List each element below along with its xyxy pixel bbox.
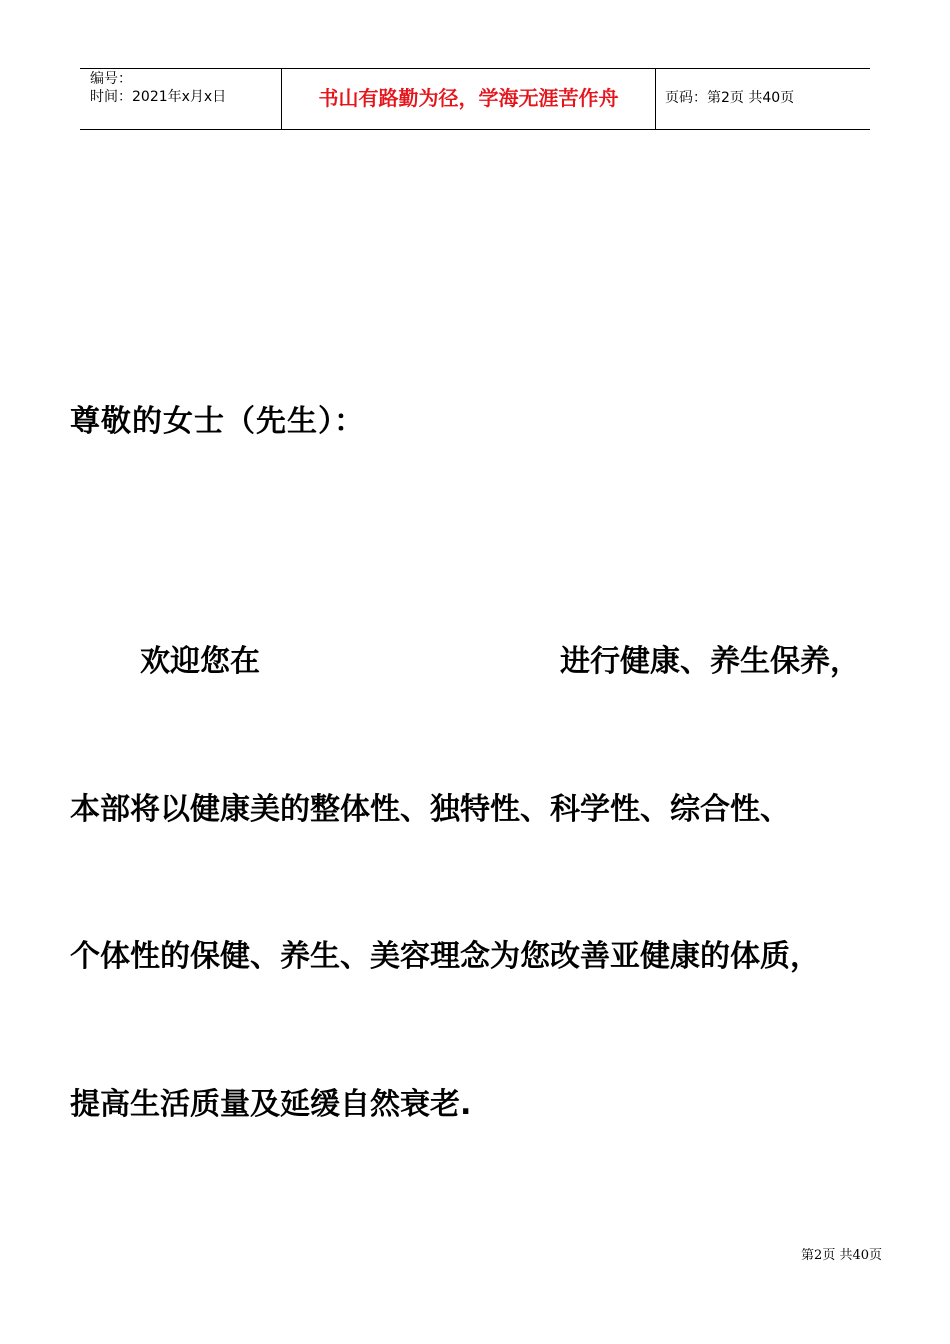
paragraph-line-4: 提高生活质量及延缓自然衰老.	[70, 1087, 472, 1122]
motto: 书山有路勤为径，学海无涯苦作舟	[318, 86, 619, 110]
footer-page-number: 第2页 共40页	[801, 1248, 882, 1263]
document-header	[80, 68, 870, 130]
number-label: 编号：	[90, 71, 132, 87]
paragraph-line-2: 本部将以健康美的整体性、独特性、科学性、综合性、	[70, 792, 790, 827]
header-page-info: 页码：第2页 共40页	[665, 90, 795, 106]
header-motto-cell	[281, 69, 656, 129]
paragraph-line-1-end: 进行健康、养生保养，	[560, 644, 860, 679]
time-label: 时间：2021年x月x日	[90, 89, 227, 105]
paragraph-line-1-start: 欢迎您在	[140, 644, 260, 679]
salutation: 尊敬的女士（先生）：	[70, 404, 365, 439]
header-meta-cell	[80, 69, 280, 129]
header-page-cell	[655, 69, 870, 129]
paragraph-line-3: 个体性的保健、养生、美容理念为您改善亚健康的体质，	[70, 939, 820, 974]
